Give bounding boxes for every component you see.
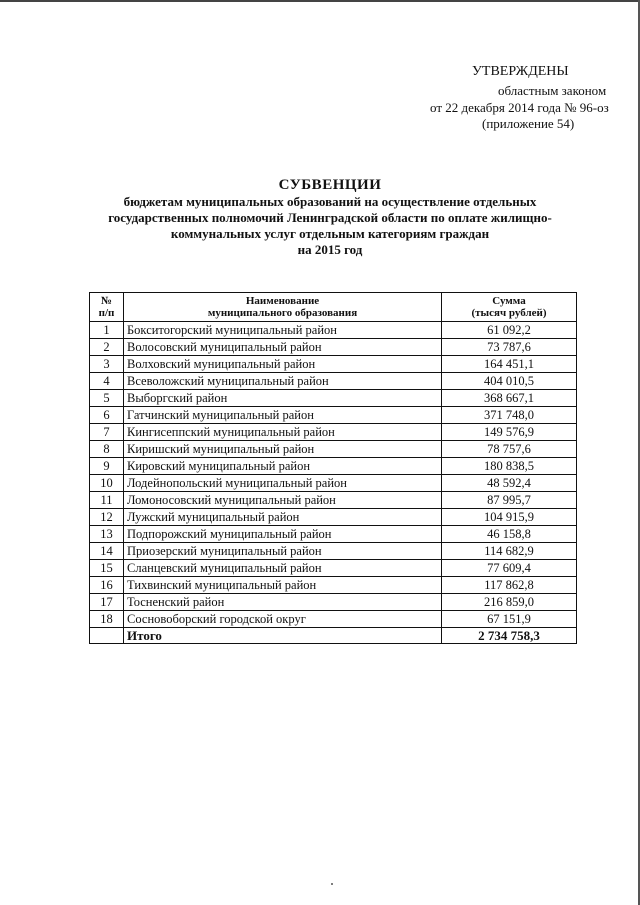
total-empty-cell [90,628,124,644]
total-sum: 2 734 758,3 [442,628,577,644]
header-name [124,293,442,322]
table-row [90,492,577,509]
row-name: Кировский муниципальный район [124,458,442,475]
table-row [90,458,577,475]
row-sum: 404 010,5 [442,373,577,390]
row-number: 6 [90,407,124,424]
document-subtitle-line-4: на 2015 год [297,242,363,257]
row-name: Киришский муниципальный район [124,441,442,458]
row-name: Приозерский муниципальный район [124,543,442,560]
total-label: Итого [124,628,442,644]
table-row [90,560,577,577]
row-number: 8 [90,441,124,458]
row-number: 5 [90,390,124,407]
table-row [90,390,577,407]
row-name: Бокситогорский муниципальный район [124,322,442,339]
header-sum [442,293,577,322]
row-name: Волосовский муниципальный район [124,339,442,356]
row-number: 3 [90,356,124,373]
row-name: Кингисеппский муниципальный район [124,424,442,441]
table-row [90,509,577,526]
row-number: 13 [90,526,124,543]
table-row [90,339,577,356]
row-number: 18 [90,611,124,628]
row-sum: 164 451,1 [442,356,577,373]
row-number: 10 [90,475,124,492]
row-name: Сосновоборский городской округ [124,611,442,628]
table-row [90,407,577,424]
row-name: Лодейнопольский муниципальный район [124,475,442,492]
header-number-line-2: п/п [98,307,115,319]
row-name: Выборгский район [124,390,442,407]
approval-title: УТВЕРЖДЕНЫ [472,64,569,79]
row-name: Сланцевский муниципальный район [124,560,442,577]
scan-edge-top [0,0,640,2]
table-row [90,373,577,390]
table-row [90,424,577,441]
row-name: Волховский муниципальный район [124,356,442,373]
row-number: 9 [90,458,124,475]
approval-law-line: областным законом [498,83,607,98]
row-sum: 104 915,9 [442,509,577,526]
row-sum: 61 092,2 [442,322,577,339]
table-row [90,577,577,594]
row-sum: 368 667,1 [442,390,577,407]
row-sum: 180 838,5 [442,458,577,475]
table-row [90,543,577,560]
row-sum: 78 757,6 [442,441,577,458]
table-row [90,322,577,339]
row-name: Лужский муниципальный район [124,509,442,526]
header-number-line-1: № [100,295,113,307]
approval-appendix-line: (приложение 54) [482,116,575,131]
document-subtitle-line-2: государственных полномочий Ленинградской области по оплате жилищно- [108,210,552,225]
row-name: Гатчинский муниципальный район [124,407,442,424]
row-number: 14 [90,543,124,560]
row-sum: 149 576,9 [442,424,577,441]
row-sum: 48 592,4 [442,475,577,492]
row-name: Тихвинский муниципальный район [124,577,442,594]
row-sum: 114 682,9 [442,543,577,560]
row-name: Подпорожский муниципальный район [124,526,442,543]
header-number [90,293,124,322]
table-header-row [90,293,577,322]
table-total-row [90,628,577,644]
row-number: 2 [90,339,124,356]
table-row [90,611,577,628]
document-heading [0,176,640,258]
row-sum: 67 151,9 [442,611,577,628]
table-row [90,526,577,543]
row-name: Всеволожский муниципальный район [124,373,442,390]
row-sum: 46 158,8 [442,526,577,543]
row-name: Ломоносовский муниципальный район [124,492,442,509]
subventions-table [89,292,577,644]
table-row [90,441,577,458]
row-number: 4 [90,373,124,390]
table-row [90,594,577,611]
scan-speck [331,883,333,885]
row-sum: 73 787,6 [442,339,577,356]
document-subtitle-line-1: бюджетам муниципальных образований на осуществление отдельных [123,194,537,209]
document-subtitle-line-3: коммунальных услуг отдельным категориям граждан [170,226,490,241]
row-sum: 371 748,0 [442,407,577,424]
row-number: 15 [90,560,124,577]
row-sum: 216 859,0 [442,594,577,611]
row-sum: 117 862,8 [442,577,577,594]
table-row [90,356,577,373]
row-number: 16 [90,577,124,594]
row-number: 17 [90,594,124,611]
row-name: Тосненский район [124,594,442,611]
row-number: 7 [90,424,124,441]
header-name-line-1: Наименование [245,295,320,307]
row-number: 12 [90,509,124,526]
header-name-line-2: муниципального образования [207,307,358,319]
row-number: 11 [90,492,124,509]
row-sum: 87 995,7 [442,492,577,509]
row-sum: 77 609,4 [442,560,577,577]
header-sum-line-2: (тысяч рублей) [471,307,547,319]
approval-date-line: от 22 декабря 2014 года № 96-оз [430,100,609,115]
row-number: 1 [90,322,124,339]
header-sum-line-1: Сумма [492,295,526,307]
document-title: СУБВЕНЦИИ [278,177,382,193]
table-row [90,475,577,492]
